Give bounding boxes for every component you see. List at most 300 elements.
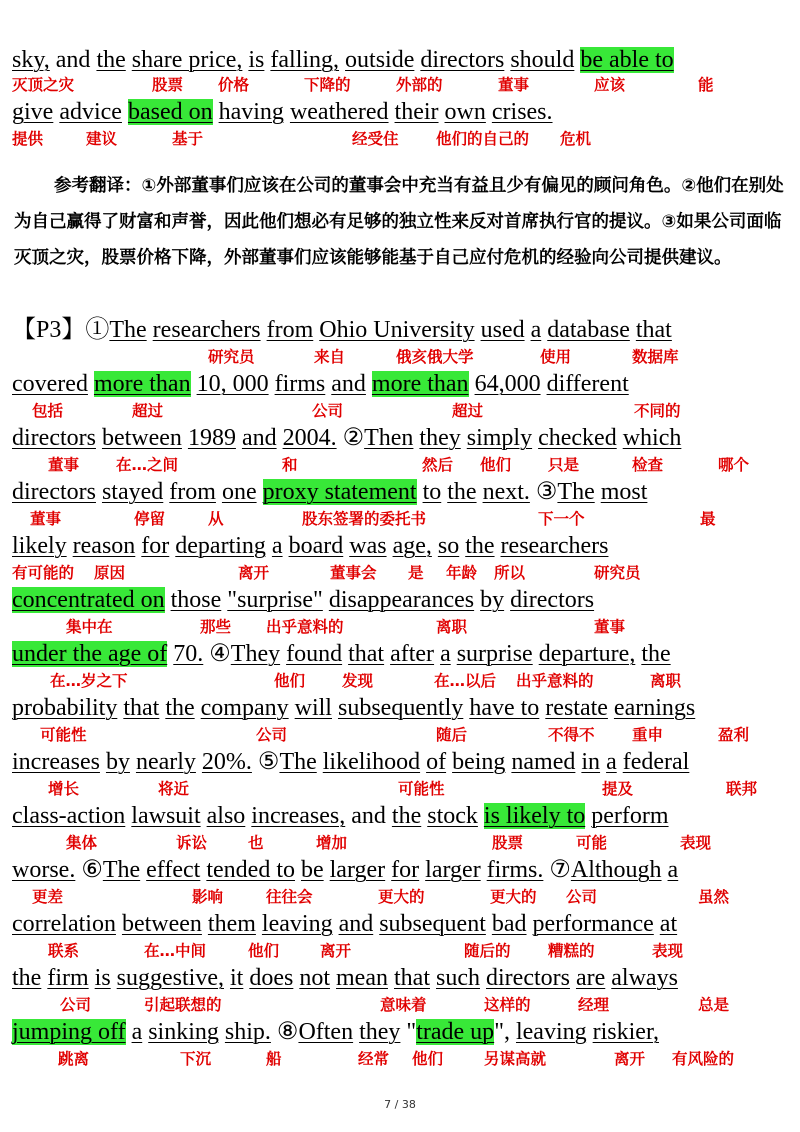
underlined-word: perform [591,803,669,829]
underlined-word: restate [545,695,608,721]
underlined-word: 64,000 [474,371,541,397]
gloss-line [0,1048,800,1070]
text-fragment: ⑤ [251,749,280,775]
gloss-word: 提供 [12,130,44,148]
highlighted-phrase: proxy statement [262,479,417,505]
underlined-word: firm [47,965,89,991]
english-line [12,964,678,992]
underlined-word: a [131,1019,143,1045]
underlined-word: worse. [12,857,76,883]
underlined-word: of [426,749,447,775]
underlined-word: The [109,317,147,343]
gloss-line [0,400,800,422]
underlined-word: by [480,587,505,613]
underlined-word: their [394,99,439,125]
underlined-word: at [659,911,678,937]
gloss-word: 提及 [602,780,634,798]
gloss-word: 在…之间 [116,456,179,474]
underlined-word: such [436,965,480,991]
underlined-word: after [390,641,435,667]
underlined-word: firms [274,371,326,397]
gloss-word: 离开 [320,942,352,960]
gloss-line [0,74,800,96]
underlined-word: should [510,47,575,73]
gloss-word: 重申 [632,726,664,744]
gloss-word: 出乎意料的 [266,618,344,636]
underlined-word: suggestive, [116,965,224,991]
highlighted-phrase: more than [371,371,469,397]
gloss-word: 来自 [314,348,346,366]
underlined-word: the [465,533,495,559]
english-line [12,802,669,830]
underlined-word: firms. [486,857,544,883]
gloss-word: 另谋高就 [484,1050,547,1068]
underlined-word: riskier, [592,1019,659,1045]
gloss-word: 跳离 [58,1050,90,1068]
gloss-word: 这样的 [484,996,531,1014]
gloss-word: 总是 [698,996,730,1014]
underlined-word: and [331,371,366,397]
gloss-word: 他们 [248,942,280,960]
underlined-word: 1989 [187,425,236,451]
gloss-word: 使用 [540,348,572,366]
underlined-word: Often [298,1019,354,1045]
gloss-word: 原因 [94,564,126,582]
underlined-word: crises. [491,99,553,125]
underlined-word: departure, [538,641,636,667]
gloss-word: 研究员 [594,564,641,582]
highlighted-phrase: jumping off [12,1019,126,1045]
gloss-word: 外部的 [396,76,443,94]
english-line [12,424,681,452]
underlined-word: 2004. [282,425,337,451]
highlighted-phrase: concentrated on [12,587,165,613]
gloss-word: 引起联想的 [144,996,222,1014]
gloss-word: 诉讼 [176,834,208,852]
underlined-word: database [547,317,630,343]
gloss-word: 最 [700,510,716,528]
gloss-word: 意味着 [380,996,427,1014]
text-fragment: ⑦ [543,857,571,883]
underlined-word: Although [570,857,662,883]
gloss-word: 数据库 [632,348,679,366]
underlined-word: give [12,99,54,125]
text-fragment: ④ [203,641,231,667]
gloss-word: 危机 [560,130,592,148]
gloss-word: 那些 [200,618,232,636]
underlined-word: have to [469,695,540,721]
gloss-word: 研究员 [208,348,255,366]
underlined-word: probability [12,695,118,721]
underlined-word: which [622,425,682,451]
underlined-word: The [102,857,141,883]
underlined-word: by [105,749,130,775]
gloss-word: 往往会 [266,888,313,906]
underlined-word: leaving [261,911,333,937]
english-line [12,910,677,938]
gloss-word: 表现 [680,834,712,852]
underlined-word: board [288,533,344,559]
gloss-word: 有可能的 [12,564,75,582]
gloss-word: 不得不 [548,726,595,744]
underlined-word: be [300,857,324,883]
gloss-word: 经受住 [352,130,399,148]
underlined-word: class-action [12,803,126,829]
gloss-word: 联系 [48,942,80,960]
gloss-word: 发现 [342,672,374,690]
gloss-word: 和 [282,456,298,474]
gloss-word: 是 [408,564,424,582]
english-line [12,532,608,560]
gloss-line [0,778,800,800]
gloss-word: 联邦 [726,780,758,798]
english-line [12,98,553,126]
gloss-word: 股东签署的委托书 [302,510,427,528]
underlined-word: falling, [270,47,340,73]
underlined-word: larger [329,857,386,883]
gloss-word: 下降的 [304,76,351,94]
text-fragment: and [345,803,392,829]
gloss-word: 基于 [172,130,204,148]
underlined-word: outside [345,47,415,73]
underlined-word: company [200,695,289,721]
gloss-word: 停留 [134,510,166,528]
underlined-word: nearly [135,749,196,775]
underlined-word: bad [491,911,527,937]
gloss-word: 公司 [312,402,344,420]
translation-label: 参考翻译： [54,176,142,196]
underlined-word: subsequent [379,911,486,937]
gloss-word: 公司 [256,726,288,744]
gloss-word: 俄亥俄大学 [396,348,474,366]
gloss-line [0,454,800,476]
gloss-word: 只是 [548,456,580,474]
underlined-word: 10, 000 [196,371,269,397]
text-fragment: " [400,1019,417,1045]
highlighted-phrase: trade up [416,1019,495,1045]
english-line [12,1018,659,1046]
underlined-word: share price, [131,47,243,73]
underlined-word: to [422,479,442,505]
underlined-word: in [581,749,601,775]
underlined-word: one [221,479,257,505]
gloss-word: 董事 [498,76,530,94]
underlined-word: increases, [251,803,346,829]
translation-text: ①外部董事们应该在公司的董事会中充当有益且少有偏见的顾问角色。②他们在别处为自己赢得了财富和声誉，因此他们想必有足够的独立性来反对首席执行官的提议。③如果公司面临灭顶之灾，股票价格下降，外部董事们应该能够能基于自己应付危机的经验向公司提供建议。 [14,176,784,268]
underlined-word: those [170,587,222,613]
gloss-word: 可能性 [40,726,87,744]
gloss-word: 离开 [238,564,270,582]
gloss-word: 公司 [60,996,92,1014]
underlined-word: the [447,479,477,505]
gloss-word: 集中在 [66,618,113,636]
underlined-word: not [299,965,331,991]
underlined-word: weathered [289,99,389,125]
gloss-word: 盈利 [718,726,750,744]
underlined-word: always [611,965,678,991]
gloss-word: 检查 [632,456,664,474]
underlined-word: a [440,641,451,667]
gloss-line [0,994,800,1016]
underlined-word: reason [72,533,136,559]
underlined-word: from [266,317,314,343]
gloss-word: 表现 [652,942,684,960]
gloss-word: 将近 [158,780,190,798]
underlined-word: them [207,911,256,937]
underlined-word: the [96,47,126,73]
underlined-word: a [530,317,542,343]
english-line [12,46,674,74]
underlined-word: advice [59,99,122,125]
underlined-word: for [141,533,170,559]
gloss-word: 可能性 [398,780,445,798]
gloss-word: 股票 [152,76,184,94]
underlined-word: subsequently [337,695,464,721]
underlined-word: correlation [12,911,116,937]
underlined-word: larger [425,857,481,883]
gloss-word: 不同的 [634,402,681,420]
gloss-word: 灭顶之灾 [12,76,75,94]
underlined-word: federal [622,749,690,775]
underlined-word: directors [12,425,96,451]
highlighted-phrase: more than [93,371,191,397]
underlined-word: likelihood [322,749,421,775]
underlined-word: covered [12,371,88,397]
underlined-word: was [349,533,387,559]
gloss-word: 从 [208,510,224,528]
underlined-word: is [248,47,265,73]
underlined-word: 70. [173,641,204,667]
underlined-word: directors [486,965,570,991]
gloss-word: 在…中间 [144,942,207,960]
underlined-word: researchers [152,317,261,343]
gloss-word: 影响 [192,888,224,906]
underlined-word: Ohio University [319,317,475,343]
gloss-word: 离职 [436,618,468,636]
text-fragment: ⑥ [75,857,103,883]
reference-translation [14,168,784,276]
gloss-line [0,346,800,368]
gloss-word: 更差 [32,888,64,906]
gloss-word: 出乎意料的 [516,672,594,690]
gloss-word: 董事 [48,456,80,474]
text-fragment: ③ [529,479,558,505]
underlined-word: lawsuit [131,803,201,829]
highlighted-phrase: be able to [580,47,674,73]
gloss-word: 更大的 [490,888,537,906]
text-fragment: 【P3】① [12,317,110,343]
underlined-word: sinking [148,1019,219,1045]
underlined-word: found [286,641,343,667]
gloss-line [0,562,800,584]
text-fragment [257,479,263,505]
text-fragment: ", [494,1019,516,1045]
underlined-word: sky, [12,47,50,73]
gloss-word: 所以 [494,564,526,582]
gloss-word: 超过 [452,402,484,420]
underlined-word: researchers [500,533,609,559]
underlined-word: that [635,317,672,343]
underlined-word: used [480,317,525,343]
gloss-word: 建议 [86,130,118,148]
underlined-word: the [391,803,422,829]
english-line [12,478,647,506]
underlined-word: and [241,425,277,451]
gloss-word: 离职 [650,672,682,690]
gloss-line [0,670,800,692]
gloss-word: 价格 [218,76,250,94]
underlined-word: likely [12,533,67,559]
underlined-word: is [94,965,111,991]
gloss-word: 他们 [274,672,306,690]
gloss-word: 然后 [422,456,454,474]
underlined-word: next. [482,479,530,505]
underlined-word: stayed [101,479,164,505]
gloss-word: 超过 [132,402,164,420]
underlined-word: will [294,695,332,721]
underlined-word: surprise [456,641,533,667]
underlined-word: a [271,533,283,559]
underlined-word: stock [427,803,478,829]
underlined-word: ship. [224,1019,271,1045]
gloss-word: 在…以后 [434,672,497,690]
text-fragment: ② [336,425,365,451]
gloss-word: 下一个 [538,510,585,528]
english-line [12,856,678,884]
underlined-word: checked [538,425,617,451]
underlined-word: directors [420,47,505,73]
text-fragment: ⑧ [270,1019,299,1045]
highlighted-phrase: based on [127,99,213,125]
underlined-word: does [249,965,294,991]
underlined-word: earnings [613,695,696,721]
gloss-word: 股票 [492,834,524,852]
underlined-word: a [667,857,679,883]
underlined-word: performance [532,911,654,937]
underlined-word: age, [392,533,432,559]
underlined-word: for [391,857,420,883]
underlined-word: directors [12,479,96,505]
gloss-line [0,616,800,638]
underlined-word: between [101,425,182,451]
gloss-word: 包括 [32,402,64,420]
underlined-word: named [511,749,576,775]
gloss-word: 他们 [412,1050,444,1068]
underlined-word: increases [12,749,100,775]
underlined-word: They [230,641,281,667]
underlined-word: the [12,965,42,991]
gloss-word: 离开 [614,1050,646,1068]
text-fragment [478,803,484,829]
highlighted-phrase: under the age of [12,641,168,667]
underlined-word: are [575,965,606,991]
underlined-word: also [206,803,246,829]
underlined-word: from [169,479,216,505]
underlined-word: that [123,695,160,721]
gloss-line [0,832,800,854]
underlined-word: between [121,911,202,937]
underlined-word: having [218,99,284,125]
underlined-word: The [279,749,317,775]
gloss-word: 董事 [30,510,62,528]
gloss-word: 虽然 [698,888,730,906]
underlined-word: departing [175,533,266,559]
gloss-word: 随后 [436,726,468,744]
gloss-word: 下沉 [180,1050,212,1068]
underlined-word: the [165,695,195,721]
underlined-word: they [359,1019,401,1045]
underlined-word: and [338,911,374,937]
gloss-word: 增长 [48,780,80,798]
english-line [12,640,671,668]
gloss-word: 年龄 [446,564,478,582]
underlined-word: disappearances [328,587,475,613]
gloss-word: 也 [248,834,264,852]
underlined-word: that [348,641,385,667]
gloss-word: 董事 [594,618,626,636]
english-line [12,748,689,776]
gloss-word: 公司 [566,888,598,906]
text-fragment: and [49,47,97,73]
underlined-word: they [419,425,461,451]
gloss-word: 经常 [358,1050,390,1068]
gloss-line [0,508,800,530]
underlined-word: that [394,965,430,991]
gloss-word: 有风险的 [672,1050,735,1068]
gloss-word: 随后的 [464,942,511,960]
underlined-word: a [606,749,617,775]
english-line [12,694,695,722]
underlined-word: Then [364,425,414,451]
underlined-word: the [641,641,671,667]
gloss-word: 增加 [316,834,348,852]
gloss-line [0,128,800,150]
underlined-word: different [546,371,629,397]
gloss-word: 集体 [66,834,98,852]
underlined-word: own [444,99,486,125]
underlined-word: "surprise" [227,587,323,613]
gloss-word: 他们 [480,456,512,474]
gloss-word: 哪个 [718,456,750,474]
english-line [12,370,629,398]
underlined-word: being [452,749,506,775]
underlined-word: simply [466,425,533,451]
english-line [12,316,672,344]
underlined-word: leaving [515,1019,587,1045]
gloss-line [0,886,800,908]
page-number: 7 / 38 [384,1098,416,1111]
underlined-word: effect [146,857,201,883]
highlighted-phrase: is likely to [483,803,586,829]
underlined-word: most [600,479,648,505]
gloss-word: 他们的自己的 [436,130,530,148]
gloss-word: 船 [266,1050,282,1068]
gloss-word: 可能 [576,834,608,852]
underlined-word: tended to [206,857,295,883]
gloss-line [0,724,800,746]
english-line [12,586,594,614]
gloss-word: 更大的 [378,888,425,906]
underlined-word: so [437,533,460,559]
gloss-word: 能 [698,76,714,94]
gloss-line [0,940,800,962]
underlined-word: 20%. [201,749,252,775]
underlined-word: The [557,479,595,505]
underlined-word: it [230,965,244,991]
gloss-word: 糟糕的 [548,942,595,960]
underlined-word: mean [336,965,388,991]
underlined-word: directors [510,587,595,613]
